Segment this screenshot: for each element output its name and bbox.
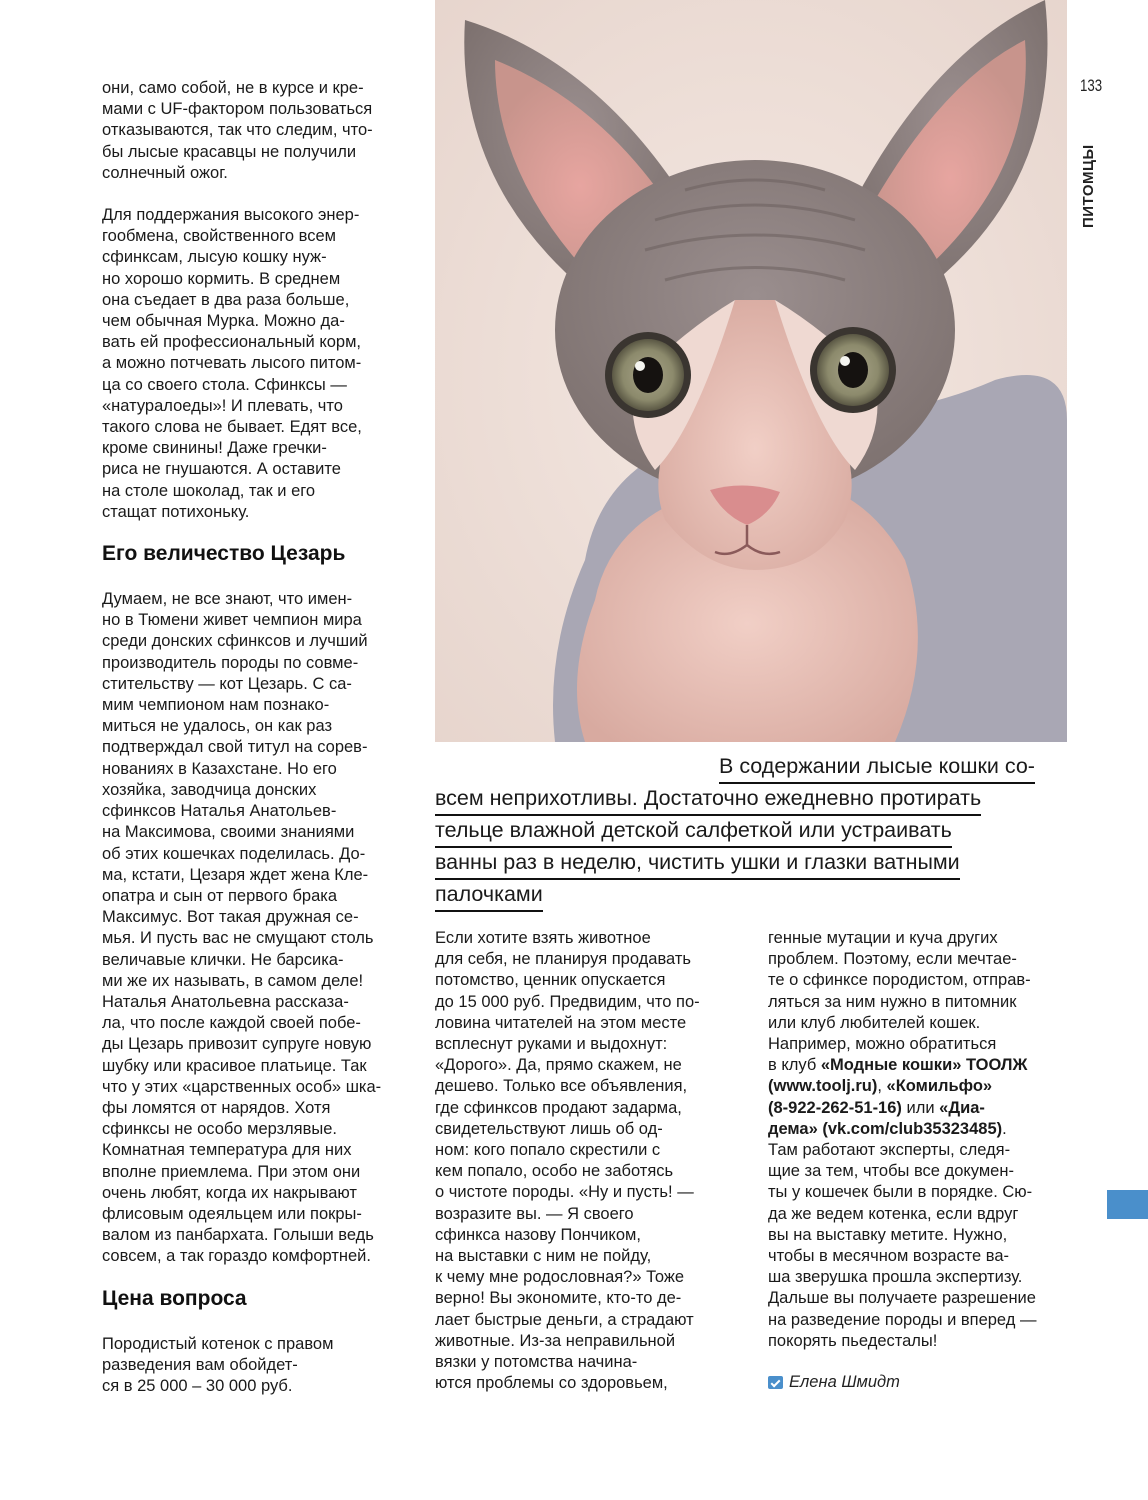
section-label: ПИТОМЦЫ [1080, 144, 1097, 228]
paragraph-clubs: генные мутации и куча других проблем. Поэтому, если мечтае- те о сфинксе породистом, отправ- ляться за ним нужно в питомник или клуб любителей кошек. Например, можно обратиться в клуб «Модные кошки» ТООЛЖ (www.toolj.ru), «Комильфо» (8-922-262-51-16) или «Диа- дема» (vk.com/club35323485). Там работают эксперты, следя- щие за тем, чтобы все докумен- ты у кошечек были в порядке. Сю- да же ведем котенка, если вдруг вы на выставку метите. Нужно, чтобы в месячном возрасте ва- ша зверушка прошла экспертизу. Дальше вы получаете разрешение на разведение породы и вперед — покорять пьедесталы! [768, 929, 1037, 1350]
heading-caesar: Его величество Цезарь [102, 542, 346, 566]
section-color-tab [1107, 1190, 1148, 1219]
author-check-icon [768, 1376, 783, 1389]
paragraph-sun-care: они, само собой, не в курсе и кре- мами с UF-фактором пользоваться отказываются, так что следим, что- бы лысые красавцы не получили солнечный ожог. [102, 79, 373, 182]
author-byline [768, 1373, 900, 1392]
paragraph-caesar: Думаем, не все знают, что имен- но в Тюмени живет чемпион мира среди донских сфинксов и лучший производитель породы по совме- стительству — кот Цезарь. С са- мим чемпионом нам познако- миться не удалось, он как раз подтверждал свой титул на сорев- нованиях в Казахстане. Но его хозяйка, заводчица донских сфинксов Наталья Анатольев- на Максимова, своими знаниями об этих кошечках поделилась. До- ма, кстати, Цезаря ждет жена Кле- опатра и сын от первого брака Максимус. Вот такая дружная се- мья. И пусть вас не смущают столь величавые клички. Не барсика- ми же их называть, в самом деле! Наталья Анатольевна рассказа- ла, что после каждой своей побе- ды Цезарь привозит супруге новую шубку или красивое платьице. Так что у этих «царственных особ» шка- фы ломятся от нарядов. Хотя сфинксы не особо мерзлявые. Комнатная температура для них вполне приемлема. При этом они очень любят, когда их накрывают флисовым одеяльцем или покры- валом из панбархата. Голыши ведь совсем, а так гораздо комфортней. [102, 590, 382, 1266]
middle-column [435, 928, 735, 1394]
club-diadema-url: дема» (vk.com/club35323485) [768, 1119, 1003, 1138]
pull-quote: В содержании лысые кошки со- всем неприхотливы. Достаточно ежедневно протирать тельце влажной детской салфеткой или устраивать ванны раз в неделю, чистить ушки и глазки ватными палочками [435, 752, 1075, 912]
heading-price: Цена вопроса [102, 1286, 247, 1310]
paragraph-price: Породистый котенок с правом разведения вам обойдет- ся в 25 000 – 30 000 руб. [102, 1334, 334, 1395]
right-column [768, 928, 1073, 1352]
club-diadema: «Диа- [939, 1098, 985, 1117]
club-phone: (8-922-262-51-16) [768, 1098, 902, 1117]
club-komilfo: «Комильфо» [886, 1077, 993, 1096]
paragraph-feeding: Для поддержания высокого энер- гообмена, свойственного всем сфинксам, лысую кошку нуж- но хорошо кормить. В среднем она съедает в два раза больше, чем обычная Мурка. Можно да- вать ей профессиональный корм, а можно потчевать лысого питом- ца со своего стола. Сфинксы — «натуралоеды»! И плевать, что такого слова не бывает. Едят все, кроме свинины! Даже гречки- риса не гнушаются. А оставите на столе шоколад, так и его стащат потихоньку. [102, 206, 362, 521]
author-name: Елена Шмидт [789, 1373, 900, 1391]
club-modnye-koshki: «Модные кошки» ТООЛЖ [820, 1056, 1028, 1075]
left-column [102, 78, 407, 1397]
paragraph-pet-price: Если хотите взять животное для себя, не планируя продавать потомство, ценник опускается до 15 000 руб. Предвидим, что по- ловина читателей на этом месте всплеснут руками и выдохнут: «Дорого». Да, прямо скажем, не дешево. Только все объявления, где сфинксов продают задарма, свидетельствуют лишь об од- ном: кого попало скрестили с кем попало, особо не заботясь о чистоте породы. «Ну и пусть! — возразите вы. — Я своего сфинкса назову Пончиком, на выставки с ним не пойду, к чему мне родословная?» Тоже верно! Вы экономите, кто-то де- лает быстрые деньги, а страдают животные. Из-за неправильной вязки у потомства начина- ются проблемы со здоровьем, [435, 929, 700, 1393]
sphynx-cat-photo [435, 0, 1067, 742]
club-url-toolj: (www.toolj.ru) [768, 1077, 878, 1096]
page-number: 133 [1080, 76, 1103, 95]
